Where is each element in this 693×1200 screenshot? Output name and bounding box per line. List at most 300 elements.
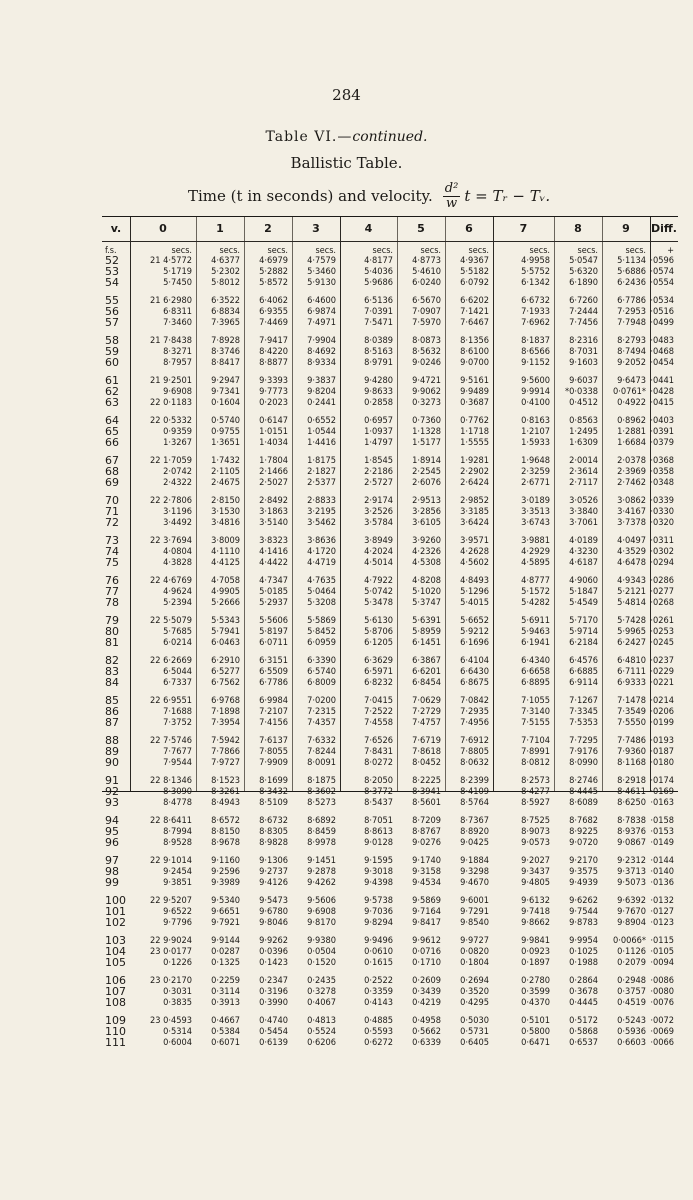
time-cell: 5·1847: [569, 586, 598, 598]
time-cell: 6·0214: [163, 637, 192, 649]
column-header: 5: [417, 222, 425, 235]
time-cell: 0·3031: [163, 986, 192, 998]
time-cell: 5·6652: [460, 615, 489, 626]
time-cell: 7·7677: [163, 746, 192, 758]
time-cell: 8·6566: [521, 346, 550, 358]
time-cell: 3·2195: [307, 506, 336, 518]
time-cell: 2·2186: [364, 466, 393, 478]
time-cell: 7·9417: [259, 335, 288, 346]
time-cell: 6·8895: [521, 677, 550, 689]
time-cell: 7·1267: [569, 695, 598, 706]
diff-cell: ·0069: [650, 1026, 674, 1038]
time-cell: 0·4958: [412, 1015, 441, 1026]
time-cell: 3·4492: [163, 517, 192, 529]
time-cell: 7·8928: [211, 335, 240, 346]
time-cell: 8·9376: [617, 826, 646, 838]
time-cell: 6·6430: [460, 666, 489, 678]
diff-cell: ·0206: [650, 706, 674, 718]
time-cell: 6·7111: [617, 666, 646, 678]
time-cell: 0·4885: [364, 1015, 393, 1026]
time-cell: 6·1342: [521, 277, 550, 289]
time-cell: 4·2326: [412, 546, 441, 558]
velocity-cell: 93: [105, 796, 119, 810]
time-cell: 6·3629: [364, 655, 393, 666]
time-cell: 9·3713: [617, 866, 646, 878]
time-cell: 8·6572: [211, 815, 240, 826]
time-cell: 0·0923: [521, 946, 550, 958]
time-cell: 5·3460: [307, 266, 336, 278]
time-cell: 1·6684: [617, 437, 646, 449]
velocity-cell: 62: [105, 385, 119, 399]
unit-label: secs.: [171, 246, 192, 256]
velocity-cell: 67: [105, 454, 119, 467]
time-cell: 4·6187: [569, 557, 598, 569]
time-cell: 4·7579: [307, 255, 336, 266]
time-cell: 9·3018: [364, 866, 393, 878]
time-cell: 8·9978: [307, 837, 336, 849]
time-cell: 8·1356: [460, 335, 489, 346]
time-cell: 6·1205: [364, 637, 393, 649]
time-cell: 8·7051: [364, 815, 393, 826]
time-cell: 4·8177: [364, 255, 393, 266]
time-cell: 9·6780: [259, 906, 288, 918]
time-cell: 9·9612: [412, 935, 441, 946]
time-cell: 9·8662: [521, 917, 550, 929]
time-cell: 0·2259: [211, 975, 240, 986]
velocity-cell: 87: [105, 716, 119, 730]
velocity-cell: 105: [105, 956, 126, 970]
time-cell: 5·9714: [569, 626, 598, 638]
time-cell: 7·7456: [569, 317, 598, 329]
time-cell: 0·5731: [460, 1026, 489, 1038]
time-cell: 9·8417: [412, 917, 441, 929]
time-cell: 1·8175: [307, 455, 336, 466]
time-cell: 1·9648: [521, 455, 550, 466]
time-cell: 7·8244: [307, 746, 336, 758]
time-cell: 9·2878: [307, 866, 336, 878]
time-cell: 9·7291: [460, 906, 489, 918]
time-cell: 8·0873: [412, 335, 441, 346]
time-cell: 9·9262: [259, 935, 288, 946]
time-cell: 7·7295: [569, 735, 598, 746]
unit-label: secs.: [267, 246, 288, 256]
time-cell: 9·3158: [412, 866, 441, 878]
time-cell: 9·9380: [307, 935, 336, 946]
time-cell: 6·4340: [521, 655, 550, 666]
time-cell: 9·9496: [364, 935, 393, 946]
time-cell: 9·0425: [460, 837, 489, 849]
velocity-cell: 61: [105, 374, 119, 387]
time-cell: 2·1466: [259, 466, 288, 478]
time-cell: 6·8454: [412, 677, 441, 689]
time-cell: 0·4143: [364, 997, 393, 1009]
time-cell: 0·5454: [259, 1026, 288, 1038]
time-cell: 9·9062: [412, 386, 441, 398]
time-cell: 8·8417: [211, 357, 240, 369]
time-cell: 0·0396: [259, 946, 288, 958]
time-cell: 2·9174: [364, 495, 393, 506]
time-cell: 7·6137: [259, 735, 288, 746]
time-cell: 8·9225: [569, 826, 598, 838]
time-cell: 5·5343: [211, 615, 240, 626]
time-cell: 5·6391: [412, 615, 441, 626]
time-cell: 4·4422: [259, 557, 288, 569]
time-cell: 9·4670: [460, 877, 489, 889]
time-cell: 1·5555: [460, 437, 489, 449]
time-cell: 9·7036: [364, 906, 393, 918]
time-cell: 6·8232: [364, 677, 393, 689]
time-cell: 4·7347: [259, 575, 288, 586]
time-cell: 7·5353: [569, 717, 598, 729]
diff-cell: ·0596: [650, 255, 674, 266]
time-cell: 6·5277: [211, 666, 240, 678]
velocity-cell: 106: [105, 974, 126, 987]
time-cell: 9·3575: [569, 866, 598, 878]
velocity-cell: 108: [105, 996, 126, 1010]
time-cell: 6·9333: [617, 677, 646, 689]
time-cell: 9·9914: [521, 386, 550, 398]
diff-cell: ·0094: [650, 957, 674, 969]
time-cell: 4·1110: [211, 546, 240, 558]
unit-label: secs.: [372, 246, 393, 256]
time-cell: 8·8877: [259, 357, 288, 369]
time-cell: 8·5163: [364, 346, 393, 358]
time-cell: 0·4512: [569, 397, 598, 409]
time-cell: 9·6473: [617, 375, 646, 386]
velocity-cell: 60: [105, 356, 119, 370]
time-cell: 5·1134: [617, 255, 646, 266]
time-cell: 9·0573: [521, 837, 550, 849]
time-cell: 9·0276: [412, 837, 441, 849]
diff-cell: ·0379: [650, 437, 674, 449]
diff-cell: ·0294: [650, 557, 674, 569]
column-header: 8: [574, 222, 582, 235]
time-cell: 8·7994: [163, 826, 192, 838]
time-cell: 5·1296: [460, 586, 489, 598]
time-cell: 22 8·6411: [149, 815, 192, 826]
time-cell: 5·9463: [521, 626, 550, 638]
velocity-cell: 64: [105, 414, 119, 427]
time-cell: 0·6139: [259, 1037, 288, 1049]
time-cell: 7·9544: [163, 757, 192, 769]
velocity-cell: 55: [105, 294, 119, 307]
time-cell: 9·5161: [460, 375, 489, 386]
time-cell: 6·4810: [617, 655, 646, 666]
time-cell: 2·5727: [364, 477, 393, 489]
time-cell: 9·3393: [259, 375, 288, 386]
time-cell: 9·6908: [307, 906, 336, 918]
time-cell: 6·0463: [211, 637, 240, 649]
time-cell: 3·9881: [521, 535, 550, 546]
velocity-cell: 100: [105, 894, 126, 907]
time-cell: 6·5971: [364, 666, 393, 678]
heading-text: Time (t in seconds) and velocity.: [188, 187, 433, 205]
diff-cell: ·0080: [650, 986, 674, 998]
time-cell: 0·5662: [412, 1026, 441, 1038]
diff-cell: ·0180: [650, 757, 674, 769]
time-cell: 8·8150: [211, 826, 240, 838]
time-cell: 8·6100: [460, 346, 489, 358]
time-cell: 5·2394: [163, 597, 192, 609]
time-cell: 1·1328: [412, 426, 441, 438]
time-cell: 4·8773: [412, 255, 441, 266]
time-cell: 4·2024: [364, 546, 393, 558]
time-cell: 9·5738: [364, 895, 393, 906]
time-cell: 9·3298: [460, 866, 489, 878]
time-cell: 9·0867: [617, 837, 646, 849]
time-cell: 9·1306: [259, 855, 288, 866]
time-cell: 4·9060: [569, 575, 598, 586]
time-cell: 0·8563: [569, 415, 598, 426]
time-cell: 1·8914: [412, 455, 441, 466]
time-cell: 9·1603: [569, 357, 598, 369]
time-cell: 22 9·1014: [149, 855, 192, 866]
time-cell: 3·6424: [460, 517, 489, 529]
time-cell: 3·4816: [211, 517, 240, 529]
time-cell: 4·7058: [211, 575, 240, 586]
velocity-cell: 91: [105, 774, 119, 787]
velocity-cell: 57: [105, 316, 119, 330]
time-cell: 6·7337: [163, 677, 192, 689]
time-cell: 0·5868: [569, 1026, 598, 1038]
time-cell: 7·1478: [617, 695, 646, 706]
time-cell: 4·9343: [617, 575, 646, 586]
diff-cell: ·0516: [650, 306, 674, 318]
time-cell: 9·4280: [364, 375, 393, 386]
time-cell: 5·2882: [259, 266, 288, 278]
time-cell: 5·3747: [412, 597, 441, 609]
time-cell: 3·3185: [460, 506, 489, 518]
time-cell: 0·5030: [460, 1015, 489, 1026]
equation-rest: t = Tᵣ − Tᵥ.: [464, 187, 551, 205]
time-cell: 0·4922: [617, 397, 646, 409]
time-cell: 5·0464: [307, 586, 336, 598]
time-cell: 0·4519: [617, 997, 646, 1009]
velocity-cell: 95: [105, 825, 119, 839]
time-cell: 2·9852: [460, 495, 489, 506]
time-cell: 6·9355: [259, 306, 288, 318]
time-cell: 9·8633: [364, 386, 393, 398]
time-cell: 0·4740: [259, 1015, 288, 1026]
time-cell: 7·8618: [412, 746, 441, 758]
velocity-cell: 78: [105, 596, 119, 610]
time-cell: 9·1451: [307, 855, 336, 866]
time-cell: 0·6071: [211, 1037, 240, 1049]
time-cell: 22 1·7059: [149, 455, 192, 466]
time-cell: 9·3851: [163, 877, 192, 889]
time-cell: 6·4104: [460, 655, 489, 666]
diff-cell: ·0574: [650, 266, 674, 278]
diff-cell: ·0428: [650, 386, 674, 398]
time-cell: 7·9904: [307, 335, 336, 346]
diff-cell: ·0277: [650, 586, 674, 598]
time-cell: 3·2856: [412, 506, 441, 518]
time-cell: 8·6892: [307, 815, 336, 826]
time-cell: 0·3757: [617, 986, 646, 998]
time-cell: 6·7786: [259, 677, 288, 689]
time-cell: 7·0200: [307, 695, 336, 706]
time-cell: 1·2107: [521, 426, 550, 438]
diff-cell: ·0302: [650, 546, 674, 558]
time-cell: 6·7562: [211, 677, 240, 689]
velocity-cell: 79: [105, 614, 119, 627]
time-cell: 5·0742: [364, 586, 393, 598]
ballistic-table: [102, 216, 678, 1050]
time-cell: 0·1520: [307, 957, 336, 969]
fraction: [443, 182, 461, 211]
time-cell: 7·9360: [617, 746, 646, 758]
time-cell: 7·5471: [364, 317, 393, 329]
time-cell: 0·2609: [412, 975, 441, 986]
time-cell: 2·2902: [460, 466, 489, 478]
time-cell: 7·5155: [521, 717, 550, 729]
time-cell: 3·8009: [211, 535, 240, 546]
time-cell: 7·3460: [163, 317, 192, 329]
time-cell: 0·3114: [211, 986, 240, 998]
velocity-cell: 96: [105, 836, 119, 850]
time-cell: 1·5933: [521, 437, 550, 449]
time-cell: 5·2937: [259, 597, 288, 609]
heading-equation: [188, 176, 550, 216]
time-cell: 3·0862: [617, 495, 646, 506]
time-cell: 8·9073: [521, 826, 550, 838]
time-cell: 8·2918: [617, 775, 646, 786]
table-label: Table VI.—: [265, 129, 353, 145]
time-cell: 5·4282: [521, 597, 550, 609]
time-cell: 3·6105: [412, 517, 441, 529]
time-cell: 9·2170: [569, 855, 598, 866]
time-cell: 8·6732: [259, 815, 288, 826]
time-cell: 6·9984: [259, 695, 288, 706]
velocity-cell: 99: [105, 876, 119, 890]
time-cell: 2·3259: [521, 466, 550, 478]
time-cell: 0·3439: [412, 986, 441, 998]
velocity-cell: 102: [105, 916, 126, 930]
time-cell: 5·3208: [307, 597, 336, 609]
time-cell: 4·6377: [211, 255, 240, 266]
diff-cell: ·0105: [650, 946, 674, 958]
time-cell: 9·9144: [211, 935, 240, 946]
time-cell: 22 6·2669: [149, 655, 192, 666]
time-cell: 4·4125: [211, 557, 240, 569]
diff-cell: ·0261: [650, 615, 674, 626]
time-cell: 0·2948: [617, 975, 646, 986]
velocity-cell: 59: [105, 345, 119, 359]
time-cell: 7·8431: [364, 746, 393, 758]
velocity-cell: 82: [105, 654, 119, 667]
time-cell: 8·0812: [521, 757, 550, 769]
diff-cell: ·0149: [650, 837, 674, 849]
time-cell: 2·4675: [211, 477, 240, 489]
time-cell: 4·0804: [163, 546, 192, 558]
time-cell: 6·1941: [521, 637, 550, 649]
unit-label: secs.: [468, 246, 489, 256]
diff-cell: ·0330: [650, 506, 674, 518]
time-cell: 9·8046: [259, 917, 288, 929]
time-cell: 5·4015: [460, 597, 489, 609]
time-cell: 7·8991: [521, 746, 550, 758]
time-cell: 6·0792: [460, 277, 489, 289]
time-cell: 9·0246: [412, 357, 441, 369]
time-cell: 6·3522: [211, 295, 240, 306]
velocity-cell: 83: [105, 665, 119, 679]
time-cell: 8·4943: [211, 797, 240, 809]
time-cell: 6·1696: [460, 637, 489, 649]
diff-cell: ·0348: [650, 477, 674, 489]
time-cell: 2·7462: [617, 477, 646, 489]
diff-cell: ·0403: [650, 415, 674, 426]
time-cell: 8·5273: [307, 797, 336, 809]
time-cell: 0·2441: [307, 397, 336, 409]
time-cell: 4·5895: [521, 557, 550, 569]
time-cell: 2·8492: [259, 495, 288, 506]
time-cell: 9·5600: [521, 375, 550, 386]
column-header: 2: [264, 222, 272, 235]
time-cell: 8·3090: [163, 786, 192, 798]
time-cell: 5·5606: [259, 615, 288, 626]
time-cell: 7·2315: [307, 706, 336, 718]
time-cell: 3·8949: [364, 535, 393, 546]
time-cell: 0·4219: [412, 997, 441, 1009]
time-cell: 0·7360: [412, 415, 441, 426]
time-cell: 6·0959: [307, 637, 336, 649]
velocity-cell: 81: [105, 636, 119, 650]
time-cell: 7·8805: [460, 746, 489, 758]
time-cell: 0·0716: [412, 946, 441, 958]
time-cell: 0·6147: [259, 415, 288, 426]
diff-cell: ·0132: [650, 895, 674, 906]
time-cell: 9·2454: [163, 866, 192, 878]
time-cell: 6·3390: [307, 655, 336, 666]
diff-cell: ·0339: [650, 495, 674, 506]
time-cell: 9·7670: [617, 906, 646, 918]
column-header: v.: [110, 222, 122, 235]
time-cell: 4·3828: [163, 557, 192, 569]
time-cell: 2·0014: [569, 455, 598, 466]
time-cell: 9·6001: [460, 895, 489, 906]
table-subtitle: Ballistic Table.: [290, 154, 403, 172]
unit-label: f.s.: [105, 246, 117, 256]
time-cell: 5·6911: [521, 615, 550, 626]
velocity-cell: 89: [105, 745, 119, 759]
time-cell: 6·5044: [163, 666, 192, 678]
diff-cell: ·0554: [650, 277, 674, 289]
time-cell: 23 0·4593: [149, 1015, 192, 1026]
time-cell: 0·7762: [460, 415, 489, 426]
time-cell: 7·2729: [412, 706, 441, 718]
time-cell: 8·1168: [617, 757, 646, 769]
time-cell: 5·9686: [364, 277, 393, 289]
velocity-cell: 65: [105, 425, 119, 439]
time-cell: 0·0504: [307, 946, 336, 958]
time-cell: 9·3437: [521, 866, 550, 878]
time-cell: 9·6522: [163, 906, 192, 918]
time-cell: 5·7170: [569, 615, 598, 626]
time-cell: 7·9176: [569, 746, 598, 758]
time-cell: 5·2302: [211, 266, 240, 278]
velocity-cell: 110: [105, 1025, 126, 1039]
time-cell: 3·0189: [521, 495, 550, 506]
diff-cell: ·0245: [650, 637, 674, 649]
time-cell: 8·7367: [460, 815, 489, 826]
time-cell: 1·0151: [259, 426, 288, 438]
time-cell: 8·3261: [211, 786, 240, 798]
time-cell: 8·5109: [259, 797, 288, 809]
time-cell: 0·2347: [259, 975, 288, 986]
time-cell: 6·2427: [617, 637, 646, 649]
time-cell: 0·6603: [617, 1037, 646, 1049]
time-cell: 8·4109: [460, 786, 489, 798]
